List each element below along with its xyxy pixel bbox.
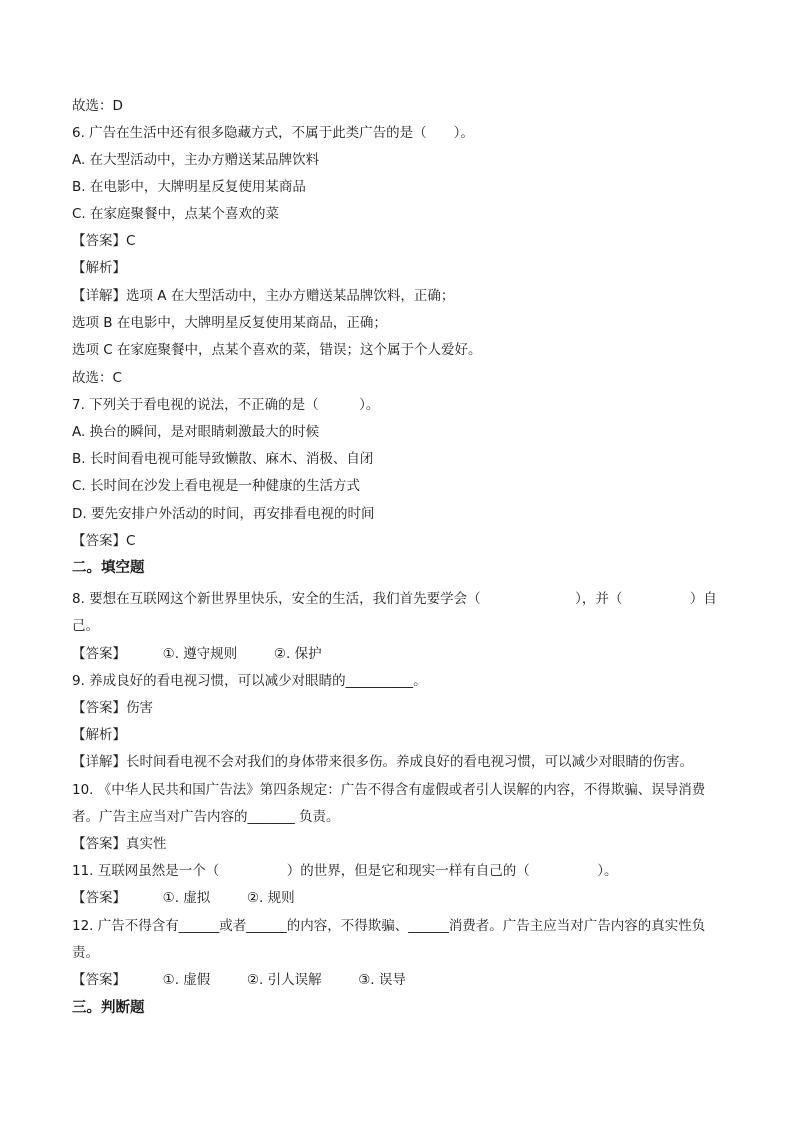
answer-value: 引人误解 [267, 972, 322, 988]
answer-number: ②. [246, 890, 264, 906]
q6-answer: 【答案】C [72, 233, 136, 249]
q9-analysis-label: 【解析】 [72, 727, 126, 743]
answer-number: ①. [162, 972, 179, 988]
answer-value: 规则 [267, 890, 295, 906]
q8-answer [72, 644, 732, 664]
answer-value: 虚假 [183, 972, 211, 988]
q6-option-a: A. 在大型活动中，主办方赠送某品牌饮料 [72, 152, 320, 168]
q7-option-c: C. 长时间在沙发上看电视是一种健康的生活方式 [72, 478, 361, 494]
q7-option-d: D. 要先安排户外活动的时间，再安排看电视的时间 [72, 506, 375, 522]
q6-option-b: B. 在电影中，大牌明星反复使用某商品 [72, 179, 306, 195]
answer-tag: 【答案】 [72, 890, 126, 906]
conclusion-q5: 故选：D [72, 98, 123, 114]
q7-option-b: B. 长时间看电视可能导致懒散、麻木、消极、自闭 [72, 451, 374, 467]
question-10-cont: 者。广告主应当对广告内容的_______ 负责。 [72, 809, 340, 825]
q7-option-a: A. 换台的瞬间，是对眼睛刺激最大的时候 [72, 424, 320, 440]
answer-value: 虚拟 [183, 890, 211, 906]
question-12: 12. 广告不得含有______或者______的内容，不得欺骗、______消费者。广告主应当对广告内容的真实性负 [72, 918, 706, 934]
question-6: 6. 广告在生活中还有很多隐藏方式，不属于此类广告的是（ ）。 [72, 125, 474, 141]
q10-answer: 【答案】真实性 [72, 836, 167, 852]
question-9: 9. 养成良好的看电视习惯，可以减少对眼睛的__________。 [72, 673, 427, 689]
answer-number: ②. [273, 646, 291, 662]
q6-option-c: C. 在家庭聚餐中，点某个喜欢的菜 [72, 206, 280, 222]
answer-tag: 【答案】 [72, 972, 126, 988]
q9-detail: 【详解】长时间看电视不会对我们的身体带来很多伤。养成良好的看电视习惯，可以减少对眼睛的伤害。 [72, 754, 693, 770]
question-8: 8. 要想在互联网这个新世界里快乐，安全的生活，我们首先要学会（ ），并（ ）自 [72, 591, 717, 607]
question-11: 11. 互联网虽然是一个（ ）的世界，但是它和现实一样有自己的（ ）。 [72, 863, 618, 879]
q6-conclusion: 故选：C [72, 370, 122, 386]
q6-detail-line-2: 选项 B 在电影中，大牌明星反复使用某商品，正确； [72, 315, 387, 331]
answer-number: ②. [246, 972, 264, 988]
answer-value: 保护 [294, 646, 322, 662]
q11-answer [72, 888, 732, 908]
q6-detail-line-3: 选项 C 在家庭聚餐中，点某个喜欢的菜，错误；这个属于个人爱好。 [72, 342, 482, 358]
q6-analysis-label: 【解析】 [72, 260, 126, 276]
section-heading-true-false: 三。判断题 [72, 1000, 145, 1016]
question-12-cont: 责。 [72, 945, 99, 961]
question-7: 7. 下列关于看电视的说法，不正确的是（ ）。 [72, 397, 380, 413]
q6-detail-line-1: 【详解】选项 A 在大型活动中，主办方赠送某品牌饮料，正确； [72, 288, 455, 304]
section-heading-fill-in: 二。填空题 [72, 560, 145, 576]
q12-answer [72, 970, 732, 990]
answer-number: ③. [358, 972, 375, 988]
q9-answer: 【答案】伤害 [72, 700, 153, 716]
question-10: 10. 《中华人民共和国广告法》第四条规定：广告不得含有虚假或者引人误解的内容，不得欺骗、误导消费 [72, 782, 706, 798]
answer-number: ①. [162, 646, 179, 662]
q7-answer: 【答案】C [72, 533, 136, 549]
question-8-cont: 己。 [72, 618, 99, 634]
answer-value: 误导 [378, 972, 406, 988]
answer-tag: 【答案】 [72, 646, 126, 662]
answer-number: ①. [162, 890, 179, 906]
answer-value: 遵守规则 [183, 646, 238, 662]
